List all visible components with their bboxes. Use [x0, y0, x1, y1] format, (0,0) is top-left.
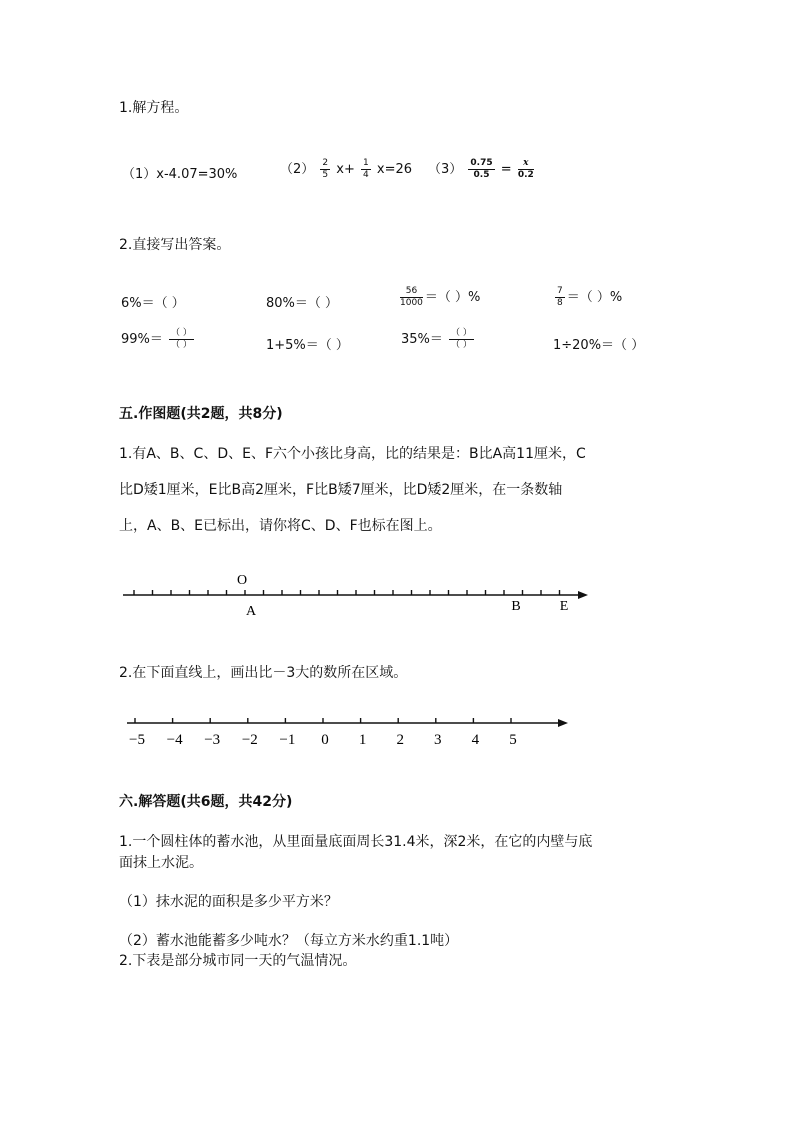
- section-6-problem-1-line-2: 面抹上水泥。: [119, 855, 203, 871]
- section-5-problem-1-line-1: 1.有A、B、C、D、E、F六个小孩比身高，比的结果是：B比A高11厘米，C: [119, 446, 586, 462]
- fraction-numerator: x: [518, 159, 534, 170]
- fraction-denominator: 5: [322, 170, 329, 180]
- fraction-denominator: （ ）: [171, 340, 192, 350]
- equation-1: [122, 163, 237, 182]
- oral-item-6: 1+5%＝（ ）: [266, 338, 349, 353]
- equation-2-fraction-1: [320, 159, 330, 180]
- oral-item-7: [401, 328, 476, 350]
- section-6-sub-question-1: （1）抹水泥的面积是多少平方米？: [119, 894, 338, 910]
- section-5-problem-1-line-2: 比D矮1厘米，E比B高2厘米，F比B矮7厘米，比D矮2厘米，在一条数轴: [119, 482, 563, 498]
- fraction-numerator: 0.75: [470, 158, 493, 168]
- number-line-2-label: −3: [204, 732, 221, 748]
- fraction-numerator: （ ）: [171, 328, 192, 338]
- number-line-2-label: −1: [279, 732, 296, 748]
- fraction-denominator: 8: [557, 298, 563, 308]
- oral-item-3-fraction: [400, 287, 423, 308]
- equation-1-body: x-4.07=30%: [156, 167, 238, 182]
- number-line-1-origin-label: O: [236, 573, 248, 588]
- oral-item-2: 80%＝（ ）: [266, 296, 339, 311]
- number-line-2-label: −5: [129, 732, 145, 748]
- fraction-denominator: （ ）: [451, 340, 472, 350]
- equation-3-rhs-fraction: [518, 159, 534, 180]
- oral-item-7-pre: 35%＝: [401, 332, 443, 347]
- equation-3-lhs-fraction: [468, 159, 494, 180]
- number-line-1-label-a: A: [245, 604, 257, 619]
- fraction-numerator: 2: [322, 158, 329, 168]
- fraction-numerator: （ ）: [451, 328, 472, 338]
- number-line-2: [110, 705, 580, 755]
- fraction-numerator: 7: [557, 286, 563, 296]
- oral-item-4-fraction: [555, 287, 565, 308]
- number-line-1: [110, 565, 600, 620]
- oral-item-8: 1÷20%＝（ ）: [553, 338, 645, 353]
- section-6-problem-1-line-1: 1.一个圆柱体的蓄水池，从里面量底面周长31.4米，深2米，在它的内壁与底: [119, 834, 593, 850]
- equation-3: [428, 158, 536, 180]
- equation-2-fraction-2: [361, 159, 371, 180]
- number-line-2-label: 5: [509, 732, 517, 748]
- fraction-denominator: 0.5: [473, 170, 490, 180]
- oral-item-5-fraction: [169, 329, 194, 350]
- fraction-numerator: 1: [363, 158, 369, 168]
- fraction-denominator: 4: [363, 170, 369, 180]
- number-line-2-arrow: [558, 719, 568, 727]
- equation-2: [280, 158, 412, 180]
- number-line-2-label: −4: [166, 732, 183, 748]
- oral-item-1: 6%＝（ ）: [121, 296, 185, 311]
- number-line-2-labels: [129, 732, 517, 748]
- equation-2-label: （2）: [280, 162, 315, 177]
- number-line-2-label: −2: [241, 732, 258, 748]
- equation-2-end: x=26: [376, 162, 413, 177]
- section-6-problem-2: 2.下表是部分城市同一天的气温情况。: [119, 953, 357, 969]
- equation-3-equals: =: [500, 162, 512, 177]
- number-line-1-arrow: [578, 591, 588, 599]
- oral-item-3-tail: ＝（ ）%: [424, 290, 481, 305]
- equation-2-mid: x+: [336, 162, 355, 177]
- oral-item-3: [398, 286, 480, 308]
- number-line-2-label: 0: [321, 732, 329, 748]
- number-line-2-label: 1: [358, 732, 367, 748]
- fraction-numerator: 56: [400, 287, 423, 298]
- oral-item-5: [121, 328, 196, 350]
- q2-title: 2.直接写出答案。: [119, 237, 231, 253]
- number-line-2-label: 2: [396, 732, 404, 748]
- number-line-2-label: 4: [471, 732, 480, 748]
- equation-1-label: （1）: [122, 167, 157, 182]
- section-6-sub-question-2: （2）蓄水池能蓄多少吨水？（每立方米水约重1.1吨）: [119, 933, 459, 949]
- number-line-1-label-e: E: [559, 599, 569, 614]
- oral-item-4: [553, 286, 622, 308]
- section-5-problem-1-line-3: 上，A、B、E已标出，请你将C、D、F也标在图上。: [119, 518, 442, 534]
- number-line-1-label-b: B: [511, 599, 521, 614]
- section-6-heading: 六.解答题(共6题，共42分): [119, 794, 293, 810]
- equation-3-label: （3）: [428, 162, 463, 177]
- section-5-heading: 五.作图题(共2题，共8分): [119, 406, 283, 422]
- section-5-problem-2: 2.在下面直线上，画出比－3大的数所在区域。: [119, 665, 408, 681]
- fraction-denominator: 1000: [400, 298, 423, 308]
- oral-item-7-fraction: [449, 329, 474, 350]
- fraction-denominator: 0.2: [517, 170, 534, 180]
- number-line-2-label: 3: [434, 732, 442, 748]
- q1-title: 1.解方程。: [119, 100, 189, 116]
- oral-item-5-pre: 99%＝: [121, 332, 163, 347]
- oral-item-4-tail: ＝（ ）%: [566, 290, 623, 305]
